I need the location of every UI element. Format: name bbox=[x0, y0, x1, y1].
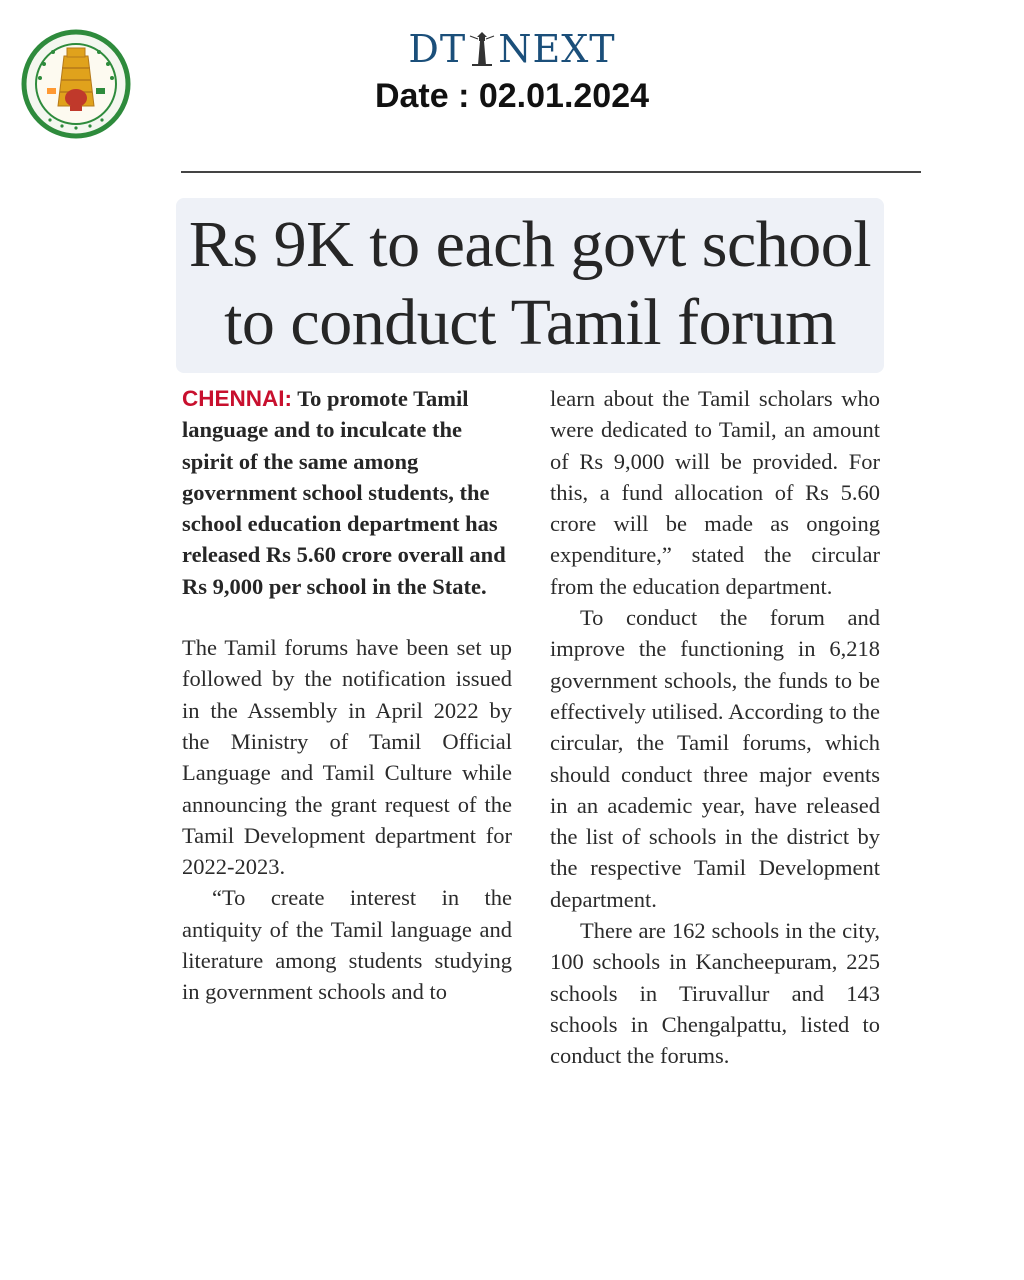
dateline: CHENNAI: bbox=[182, 386, 292, 411]
newspaper-logo-left: DT bbox=[408, 27, 467, 71]
divider bbox=[181, 171, 921, 173]
paragraph: There are 162 schools in the city, 100 schools in Kancheepuram, 225 schools in Tiruvallur and 143 schools in Chengalpattu, listed to conduct the forums. bbox=[550, 918, 880, 1069]
masthead bbox=[0, 28, 1024, 118]
paragraph: “To create interest in the antiquity of the Tamil language and literature among students studying in government schools and to bbox=[182, 885, 512, 1005]
paragraph: learn about the Tamil scholars who were dedicated to Tamil, an amount of Rs 9,000 will be provided. For this, a fund allocation of Rs 5.60 crore will be made as ongoing expenditure,” stated the circular from the education department. bbox=[550, 386, 880, 599]
paragraph: The Tamil forums have been set up followed by the notification issued in the Assembly in April 2022 by the Ministry of Tamil Official Language and Tamil Culture while announcing the grant request of the Tamil Development department for 2022-2023. bbox=[182, 635, 512, 880]
lighthouse-icon bbox=[468, 31, 496, 67]
publication-date: Date : 02.01.2024 bbox=[374, 77, 650, 115]
newspaper-logo-right: NEXT bbox=[498, 27, 616, 71]
article-lead bbox=[182, 383, 512, 602]
article-column-left bbox=[182, 383, 512, 1008]
newspaper-logo bbox=[408, 28, 615, 70]
headline-line-2: to conduct Tamil forum bbox=[224, 286, 836, 359]
headline-line-1: Rs 9K to each govt school bbox=[188, 208, 872, 281]
article-column-right bbox=[550, 383, 880, 1072]
paragraph: To conduct the forum and improve the functioning in 6,218 government schools, the funds to be effectively utilised. According to the circular, the Tamil forums, which should conduct three major events in an academic year, have released the list of schools in the district by the respective Tamil Development department. bbox=[550, 605, 880, 912]
article-headline bbox=[176, 206, 884, 362]
lead-text: To promote Tamil language and to inculcate the spirit of the same among government school students, the school education department has released Rs 5.60 crore overall and Rs 9,000 per school in the State. bbox=[182, 386, 506, 599]
